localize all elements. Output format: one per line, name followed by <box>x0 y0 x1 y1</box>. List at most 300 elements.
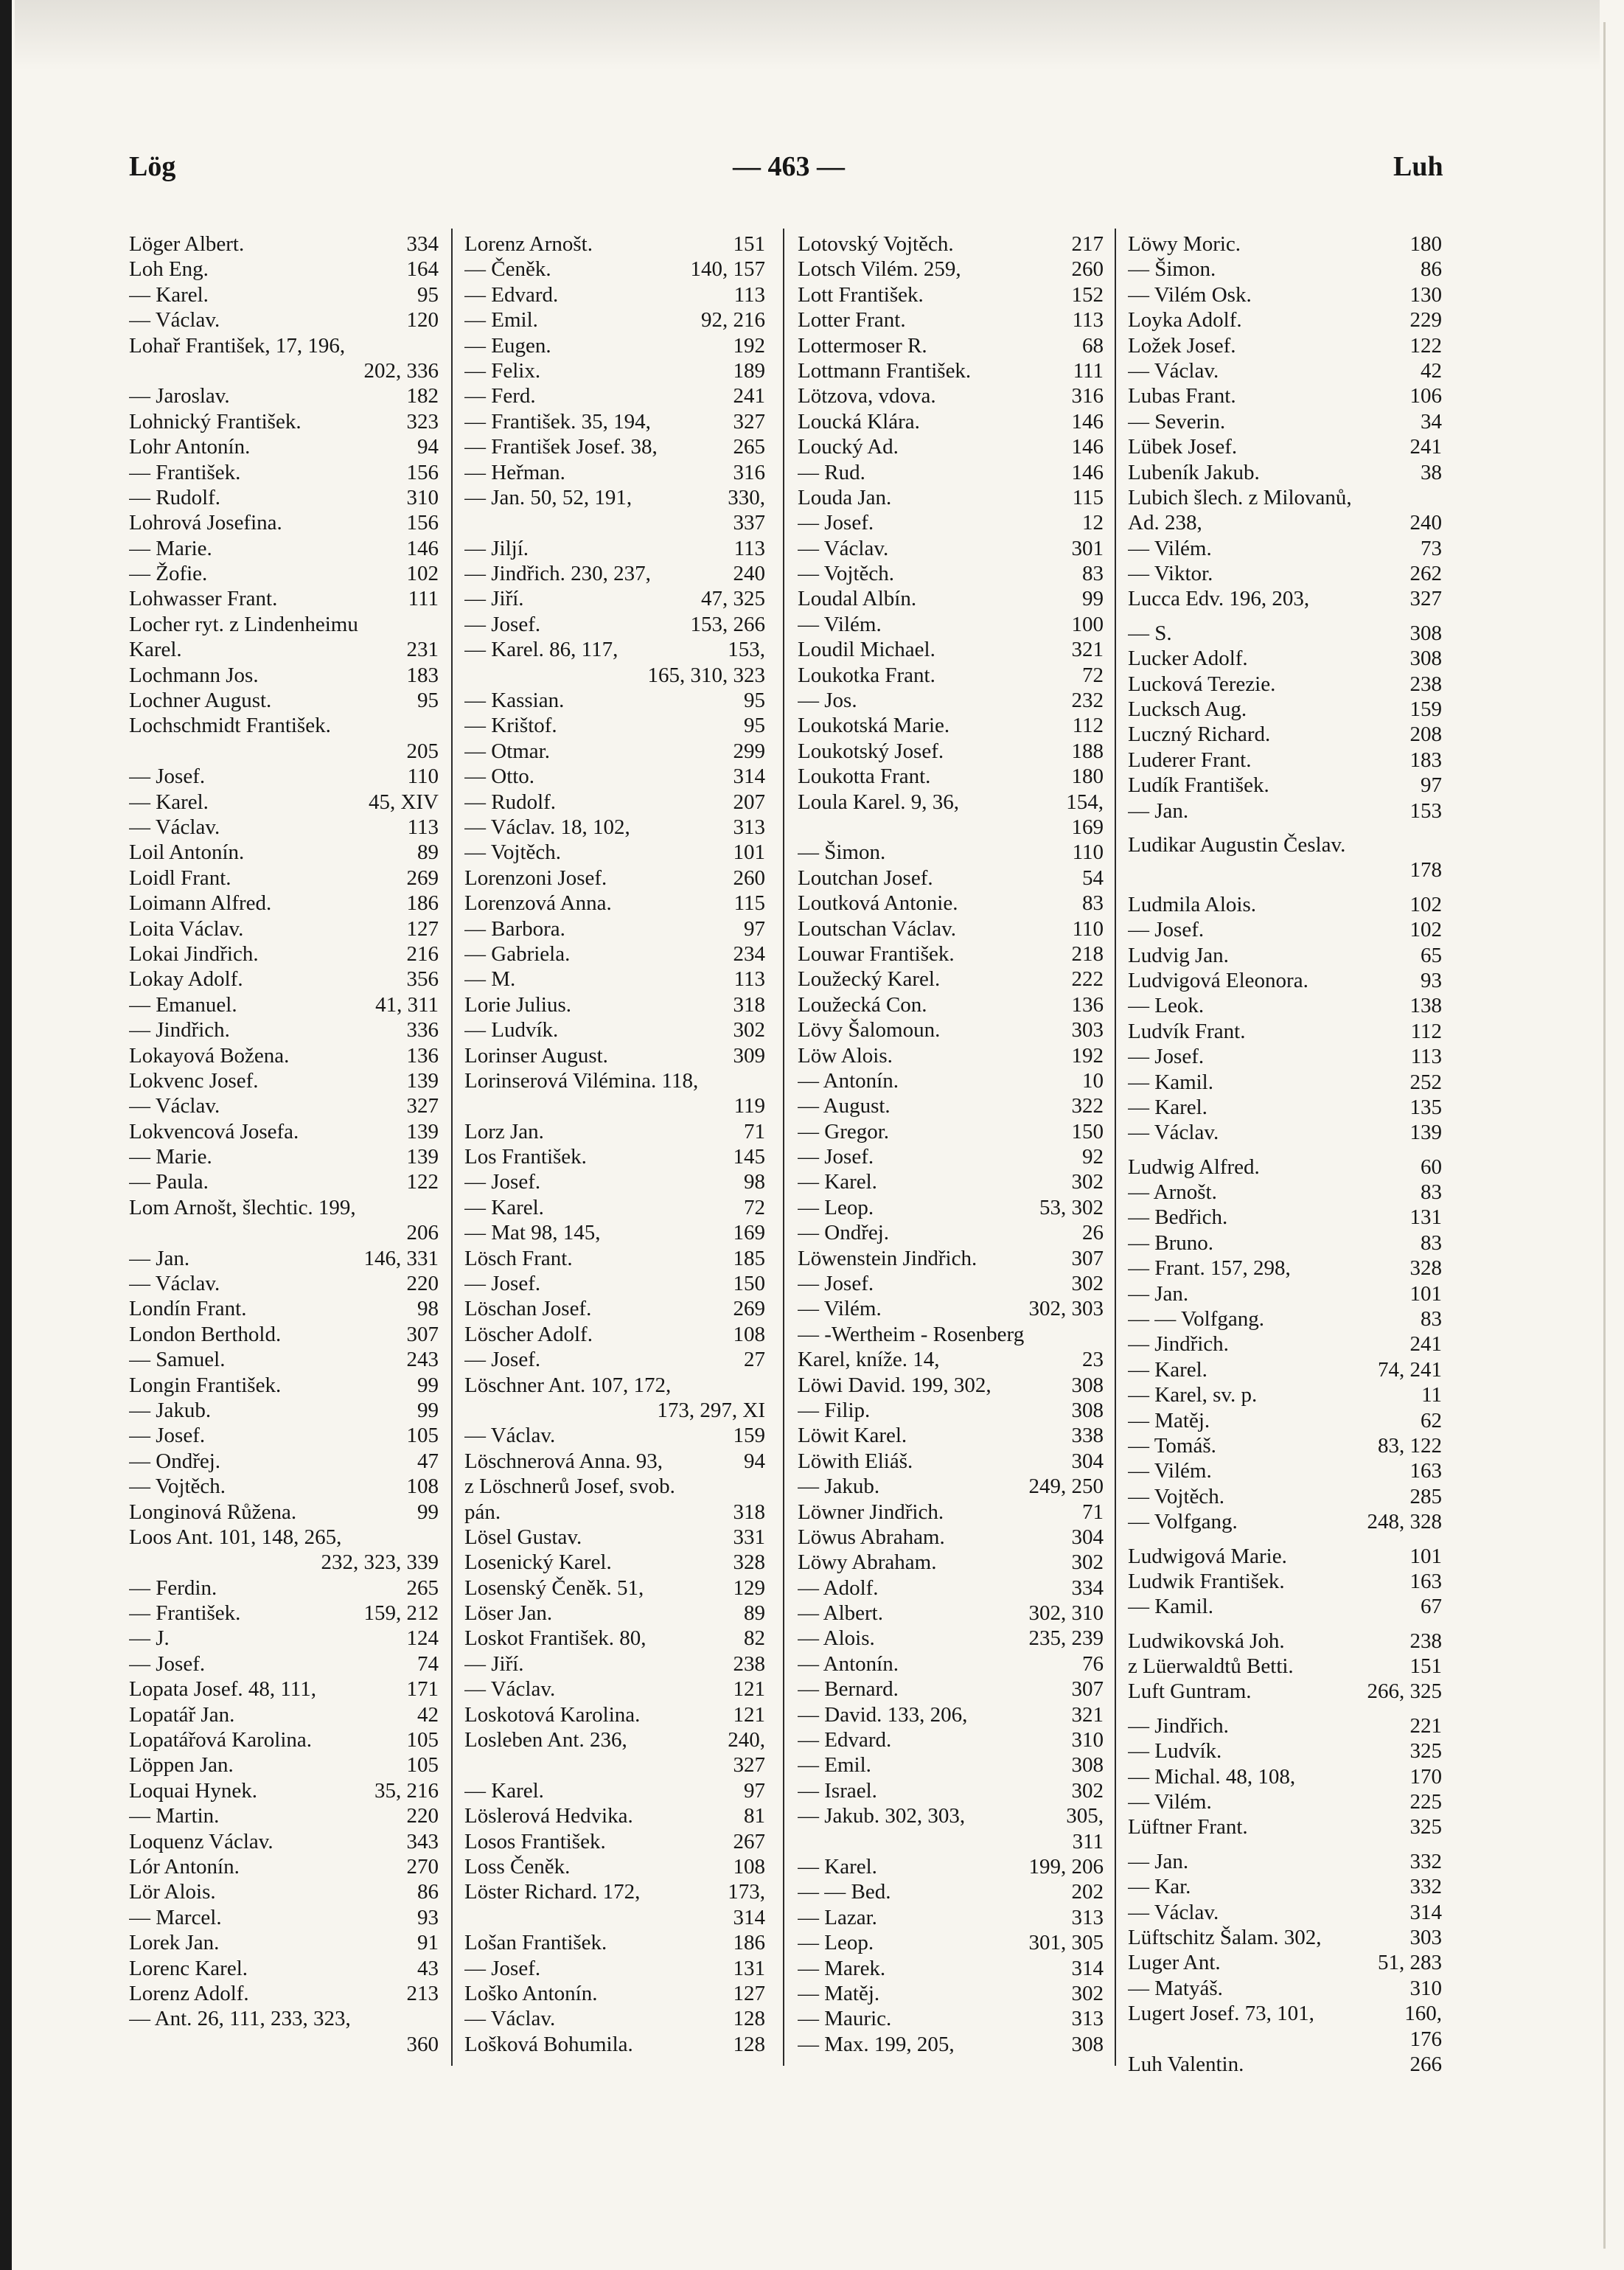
entry-name: Lövy Šalomoun. <box>798 1018 941 1042</box>
entry-name: Lošan František. <box>464 1931 607 1955</box>
entry-pages: 305, <box>1066 1804 1104 1828</box>
entry-name <box>464 510 506 535</box>
entry-name: — Antonín. <box>798 1651 899 1676</box>
column-divider <box>1115 229 1116 2066</box>
index-entry <box>464 1981 765 2006</box>
entry-name: Löwy Abraham. <box>798 1550 937 1575</box>
index-column-2 <box>464 231 765 2057</box>
entry-name: Loquenz Václav. <box>129 1829 273 1853</box>
entry-pages: 249, 250 <box>1028 1475 1104 1499</box>
index-entry <box>798 713 1104 738</box>
column-divider <box>783 229 784 2066</box>
entry-name: — Albert. <box>798 1601 883 1626</box>
index-entry <box>1128 697 1442 722</box>
entry-name: Lör Alois. <box>129 1880 216 1904</box>
index-entry <box>129 1068 439 1093</box>
entry-name: — Michal. 48, 108, <box>1128 1764 1296 1789</box>
index-entry <box>1128 1205 1442 1230</box>
entry-pages: 74 <box>417 1651 439 1676</box>
entry-name: — Vilém. <box>1128 1790 1212 1814</box>
entry-name: Loita Václav. <box>129 916 244 941</box>
entry-pages: 115 <box>1072 485 1104 509</box>
index-entry <box>798 815 1104 840</box>
entry-pages: 308 <box>1071 1753 1104 1778</box>
entry-name: — František. <box>129 1601 241 1626</box>
index-entry <box>129 358 439 383</box>
index-entry <box>129 1500 439 1525</box>
entry-pages: 302, 303 <box>1028 1297 1104 1321</box>
entry-name: — Antonín. <box>798 1068 899 1093</box>
entry-pages: 159 <box>1409 697 1442 722</box>
index-entry <box>1128 536 1442 561</box>
index-entry <box>1128 1331 1442 1357</box>
entry-name: Loužecká Con. <box>798 992 927 1017</box>
entry-pages: 110 <box>407 765 439 789</box>
index-entry <box>1128 1874 1442 1899</box>
index-entry <box>129 1423 439 1448</box>
entry-name: Lorz Jan. <box>464 1119 544 1143</box>
index-entry <box>798 536 1104 561</box>
index-entry <box>798 1423 1104 1448</box>
entry-pages: 124 <box>406 1626 439 1651</box>
entry-pages: 240 <box>1409 511 1442 535</box>
entry-pages: 308 <box>1071 2032 1104 2056</box>
entry-name: — S. <box>1128 621 1172 645</box>
entry-pages: 92 <box>1082 1145 1104 1169</box>
entry-pages: 152 <box>1071 282 1104 307</box>
index-entry <box>464 1119 765 1144</box>
index-entry <box>1128 1281 1442 1306</box>
entry-pages: 164 <box>406 257 439 282</box>
entry-name: Lór Antonín. <box>129 1855 240 1879</box>
entry-pages: 285 <box>1409 1484 1442 1508</box>
entry-name: Lösel Gustav. <box>464 1525 582 1549</box>
entry-name: Losenský Čeněk. 51, <box>464 1576 644 1600</box>
entry-pages: 313 <box>733 815 765 839</box>
entry-name: Loh Eng. <box>129 257 209 282</box>
index-entry <box>464 1195 765 1220</box>
index-entry <box>1128 1230 1442 1256</box>
entry-name: Lottermoser R. <box>798 333 927 358</box>
index-entry <box>129 1576 439 1601</box>
entry-pages: 321 <box>1071 1702 1104 1727</box>
entry-name: — — Volfgang. <box>1128 1307 1265 1331</box>
entry-name: — Josef. <box>464 1272 541 1296</box>
column-divider <box>451 229 453 2066</box>
entry-name: z Löschnerů Josef, svob. <box>464 1475 675 1499</box>
entry-name: — Kassian. <box>464 689 565 713</box>
entry-name: Lott František. <box>798 282 924 307</box>
index-entry <box>129 1169 439 1194</box>
index-entry <box>798 1702 1104 1727</box>
entry-pages: 83, 122 <box>1378 1433 1442 1458</box>
entry-pages: 260 <box>733 866 765 890</box>
entry-pages: 302 <box>1071 1550 1104 1575</box>
entry-name: Loukotská Marie. <box>798 714 950 738</box>
index-entry <box>464 1169 765 1194</box>
index-entry <box>464 637 765 662</box>
index-entry <box>798 1981 1104 2006</box>
index-entry <box>798 866 1104 891</box>
entry-pages: 176 <box>1409 2027 1442 2051</box>
index-entry <box>798 2006 1104 2031</box>
entry-name <box>464 1752 506 1778</box>
index-entry <box>798 409 1104 434</box>
index-entry <box>129 1144 439 1169</box>
index-entry <box>129 739 439 764</box>
entry-name: Loos Ant. 101, 148, 265, <box>129 1525 342 1549</box>
entry-pages: 101 <box>1409 1544 1442 1568</box>
index-entry <box>464 891 765 916</box>
entry-pages: 102 <box>406 562 439 586</box>
entry-name: Löser Jan. <box>464 1601 553 1626</box>
index-entry <box>798 1778 1104 1803</box>
entry-pages: 360 <box>406 2032 439 2056</box>
index-entry <box>1128 1382 1442 1407</box>
index-entry <box>129 282 439 307</box>
entry-pages: 153, <box>728 638 765 662</box>
entry-name: Lochmann Jos. <box>129 663 259 687</box>
entry-pages <box>431 333 439 358</box>
entry-name: — Václav. <box>129 815 220 839</box>
index-entry <box>464 1727 765 1752</box>
entry-name: — Eugen. <box>464 333 551 358</box>
index-entry <box>1128 2027 1442 2052</box>
entry-name: — Josef. <box>464 612 541 636</box>
entry-pages: 153, 266 <box>690 612 765 636</box>
index-entry <box>464 586 765 611</box>
index-entry <box>1128 1950 1442 1975</box>
index-entry <box>464 967 765 992</box>
index-entry <box>129 460 439 485</box>
entry-name: Loucký Ad. <box>798 435 899 459</box>
entry-name: Lugert Josef. 73, 101, <box>1128 2002 1314 2026</box>
entry-name: — Frant. 157, 298, <box>1128 1256 1291 1281</box>
index-entry <box>464 663 765 688</box>
entry-pages: 146, 331 <box>363 1246 439 1270</box>
entry-name: Löscher Adolf. <box>464 1322 593 1346</box>
index-entry <box>464 1702 765 1727</box>
index-entry <box>798 992 1104 1017</box>
entry-pages: 313 <box>1071 1905 1104 1929</box>
entry-pages <box>758 1373 765 1398</box>
index-entry <box>798 1119 1104 1144</box>
entry-pages <box>431 713 439 738</box>
entry-name: — Ferdin. <box>129 1576 217 1600</box>
index-entry <box>129 713 439 738</box>
index-entry <box>798 739 1104 764</box>
entry-pages: 101 <box>1409 1281 1442 1306</box>
index-entry <box>129 1651 439 1677</box>
entry-pages: 102 <box>1409 918 1442 942</box>
index-entry <box>798 1727 1104 1752</box>
index-entry <box>129 1829 439 1854</box>
entry-pages: 105 <box>406 1753 439 1778</box>
entry-pages: 165, 310, 323 <box>647 663 765 687</box>
entry-name <box>464 663 506 688</box>
entry-name: — Václav. <box>1128 358 1219 383</box>
index-entry <box>464 434 765 459</box>
entry-name: — Max. 199, 205, <box>798 2032 955 2056</box>
entry-name: — J. <box>129 1626 170 1651</box>
index-entry <box>464 1550 765 1575</box>
index-entry <box>1128 1458 1442 1483</box>
entry-name: — -Wertheim - Rosenberg <box>798 1322 1025 1346</box>
entry-pages <box>431 1525 439 1550</box>
entry-pages: 97 <box>744 916 765 941</box>
index-entry <box>464 1068 765 1093</box>
index-entry <box>798 282 1104 307</box>
entry-name: Löwy Moric. <box>1128 232 1241 256</box>
index-entry <box>464 713 765 738</box>
index-entry <box>1128 993 1442 1018</box>
entry-name: — Krištof. <box>464 714 557 738</box>
index-entry <box>798 1550 1104 1575</box>
entry-pages: 128 <box>733 2007 765 2031</box>
entry-pages: 313 <box>1071 2007 1104 2031</box>
index-entry <box>1128 485 1442 510</box>
entry-name: — Heřman. <box>464 460 565 484</box>
entry-name: — František. <box>129 460 241 484</box>
index-entry <box>129 1093 439 1118</box>
index-entry <box>1128 460 1442 485</box>
entry-name: — Václav. <box>464 1424 556 1448</box>
index-entry <box>464 1246 765 1271</box>
index-entry <box>798 916 1104 941</box>
entry-pages: 159 <box>733 1424 765 1448</box>
index-entry <box>129 1905 439 1930</box>
index-entry <box>1128 282 1442 307</box>
entry-name: — Václav. <box>129 308 220 333</box>
page-edge-line <box>1603 22 1606 2249</box>
entry-pages: 241 <box>733 384 765 408</box>
entry-name: — Matěj. <box>1128 1408 1210 1432</box>
index-entry <box>798 307 1104 333</box>
entry-name: Loidl Frant. <box>129 866 231 890</box>
index-entry <box>464 307 765 333</box>
entry-pages: 310 <box>1409 1976 1442 2000</box>
entry-name: — Josef. <box>798 1272 874 1296</box>
index-entry <box>1128 1180 1442 1205</box>
index-entry <box>464 866 765 891</box>
entry-name: — Vilém. <box>1128 1459 1212 1483</box>
entry-pages: 83 <box>1421 1307 1442 1331</box>
index-entry <box>1128 1629 1442 1654</box>
index-entry <box>798 1677 1104 1702</box>
entry-name: — Jan. <box>1128 1849 1189 1873</box>
entry-name: Luger Ant. <box>1128 1951 1221 1975</box>
entry-name: — Josef. <box>798 511 874 535</box>
entry-pages: 206 <box>406 1221 439 1245</box>
entry-pages: 183 <box>406 663 439 687</box>
index-entry <box>129 1246 439 1271</box>
entry-pages: 241 <box>1409 1332 1442 1357</box>
entry-name: Lokay Adolf. <box>129 967 243 992</box>
entry-name: — Ferd. <box>464 384 536 408</box>
entry-name: — Jiří. <box>464 1651 524 1676</box>
entry-name: Lüftner Frant. <box>1128 1815 1248 1839</box>
entry-pages: 99 <box>1082 587 1104 611</box>
index-column-4 <box>1128 231 1442 2077</box>
entry-pages: 331 <box>733 1525 765 1549</box>
index-entry <box>798 1195 1104 1220</box>
entry-name: Loukotta Frant. <box>798 765 931 789</box>
entry-pages: 98 <box>417 1297 439 1321</box>
entry-pages: 65 <box>1421 943 1442 967</box>
entry-pages: 180 <box>1071 765 1104 789</box>
entry-name: Lorenz Adolf. <box>129 1981 249 2005</box>
index-entry <box>1128 722 1442 747</box>
index-entry <box>464 257 765 282</box>
entry-name: — Bruno. <box>1128 1230 1213 1255</box>
entry-name: Löschner Ant. 107, 172, <box>464 1373 672 1397</box>
index-entry <box>464 1854 765 1879</box>
entry-pages: 113 <box>733 282 765 307</box>
entry-name: — Jos. <box>798 689 857 713</box>
entry-pages: 269 <box>406 866 439 890</box>
entry-name: Löwus Abraham. <box>798 1525 945 1549</box>
entry-pages: 68 <box>1082 333 1104 358</box>
entry-pages: 218 <box>1071 941 1104 966</box>
entry-name: — Václav. <box>798 536 889 560</box>
entry-name: Lopata Josef. 48, 111, <box>129 1677 316 1702</box>
index-entry <box>798 1879 1104 1904</box>
index-entry <box>464 992 765 1017</box>
index-entry <box>1128 409 1442 434</box>
index-entry <box>798 1271 1104 1296</box>
entry-pages: 262 <box>1409 562 1442 586</box>
entry-pages: 185 <box>733 1246 765 1270</box>
index-entry <box>798 1144 1104 1169</box>
entry-name: — Jan. <box>129 1246 190 1270</box>
index-entry <box>1128 358 1442 383</box>
entry-pages: 100 <box>1071 612 1104 636</box>
entry-pages: 183 <box>1409 748 1442 772</box>
entry-pages: 314 <box>733 765 765 789</box>
index-entry <box>129 1119 439 1144</box>
entry-name: — Václav. <box>1128 1121 1219 1145</box>
entry-pages: 115 <box>733 891 765 916</box>
entry-pages: 220 <box>406 1272 439 1296</box>
index-entry <box>464 561 765 586</box>
index-entry <box>129 257 439 282</box>
entry-pages: 302 <box>1071 1778 1104 1803</box>
entry-name: Lottmann František. <box>798 358 972 383</box>
entry-pages: 95 <box>744 714 765 738</box>
index-entry <box>464 790 765 815</box>
index-entry <box>798 1651 1104 1677</box>
entry-pages: 265 <box>733 435 765 459</box>
entry-name: — Václav. <box>129 1272 220 1296</box>
entry-name: Ludwig Alfred. <box>1128 1155 1260 1179</box>
entry-name: — Karel. <box>1128 1095 1207 1119</box>
index-entry <box>1128 1019 1442 1044</box>
entry-name: — Josef. <box>129 1651 206 1676</box>
entry-pages: 111 <box>1073 358 1104 383</box>
entry-pages: 311 <box>1072 1829 1104 1853</box>
entry-pages: 97 <box>744 1778 765 1803</box>
entry-pages: 150 <box>1071 1119 1104 1143</box>
entry-pages: 160, <box>1404 2002 1442 2026</box>
entry-name: — Marek. <box>798 1956 886 1980</box>
index-entry <box>1128 1976 1442 2001</box>
entry-name: Ludvigová Eleonora. <box>1128 968 1308 992</box>
entry-name: Karel, kníže. 14, <box>798 1348 940 1372</box>
entry-name: Loskotová Karolina. <box>464 1702 641 1727</box>
entry-pages: 159, 212 <box>363 1601 439 1626</box>
entry-name: — Jindřich. <box>1128 1332 1229 1357</box>
entry-pages: 138 <box>1409 994 1442 1018</box>
entry-name: — Josef. <box>129 1424 206 1448</box>
entry-pages: 221 <box>1409 1713 1442 1738</box>
entry-pages: 318 <box>733 1500 765 1524</box>
index-entry <box>129 840 439 865</box>
entry-pages: 73 <box>1421 536 1442 560</box>
index-entry <box>798 1398 1104 1423</box>
entry-name: — Karel. <box>129 790 209 814</box>
index-entry <box>1128 672 1442 697</box>
index-entry <box>798 1093 1104 1118</box>
entry-name: — Jaroslav. <box>129 384 230 408</box>
index-entry <box>798 1601 1104 1626</box>
entry-name: — Jan. <box>1128 1281 1189 1306</box>
entry-name: Lorinserová Vilémina. 118, <box>464 1068 699 1093</box>
entry-name: — Václav. <box>129 1094 220 1118</box>
entry-pages: 108 <box>406 1475 439 1499</box>
entry-name: Loutchan Josef. <box>798 866 933 890</box>
index-entry <box>464 510 765 535</box>
entry-pages: 208 <box>1409 723 1442 747</box>
index-entry <box>1128 2052 1442 2077</box>
entry-name: — Vojtěch. <box>129 1475 226 1499</box>
entry-name: — Adolf. <box>798 1576 879 1600</box>
entry-name: — Volfgang. <box>1128 1510 1238 1534</box>
entry-name: Louda Jan. <box>798 485 892 509</box>
index-entry <box>129 307 439 333</box>
entry-name: Lucksch Aug. <box>1128 697 1247 722</box>
entry-pages: 72 <box>1082 663 1104 687</box>
entry-name: Löwith Eliáš. <box>798 1449 913 1473</box>
entry-name: Löwit Karel. <box>798 1424 907 1448</box>
entry-pages: 43 <box>417 1956 439 1980</box>
index-entry <box>464 1879 765 1904</box>
entry-pages: 53, 302 <box>1039 1195 1104 1219</box>
entry-pages: 356 <box>406 967 439 992</box>
header-right-guide-word: Luh <box>1393 151 1443 182</box>
entry-pages: 150 <box>733 1272 765 1296</box>
entry-pages: 299 <box>733 739 765 763</box>
entry-name: — Paula. <box>129 1170 209 1194</box>
entry-pages: 99 <box>417 1500 439 1524</box>
entry-name: — Matyáš. <box>1128 1976 1223 2000</box>
entry-name: Lotter Frant. <box>798 308 906 333</box>
entry-pages: 121 <box>733 1677 765 1702</box>
entry-pages: 240 <box>733 562 765 586</box>
index-entry <box>798 1017 1104 1042</box>
index-entry <box>129 637 439 662</box>
entry-name: Lotovský Vojtěch. <box>798 232 954 256</box>
index-entry <box>1128 1484 1442 1509</box>
index-entry <box>1128 333 1442 358</box>
entry-name: — Rud. <box>798 460 865 484</box>
index-entry <box>1128 231 1442 257</box>
entry-name: Ludwigová Marie. <box>1128 1544 1287 1568</box>
index-entry <box>129 1803 439 1828</box>
index-entry <box>464 1905 765 1930</box>
entry-name: — Karel. 86, 117, <box>464 638 618 662</box>
entry-name: Lorek Jan. <box>129 1931 220 1955</box>
entry-name: Lucková Terezie. <box>1128 672 1276 696</box>
